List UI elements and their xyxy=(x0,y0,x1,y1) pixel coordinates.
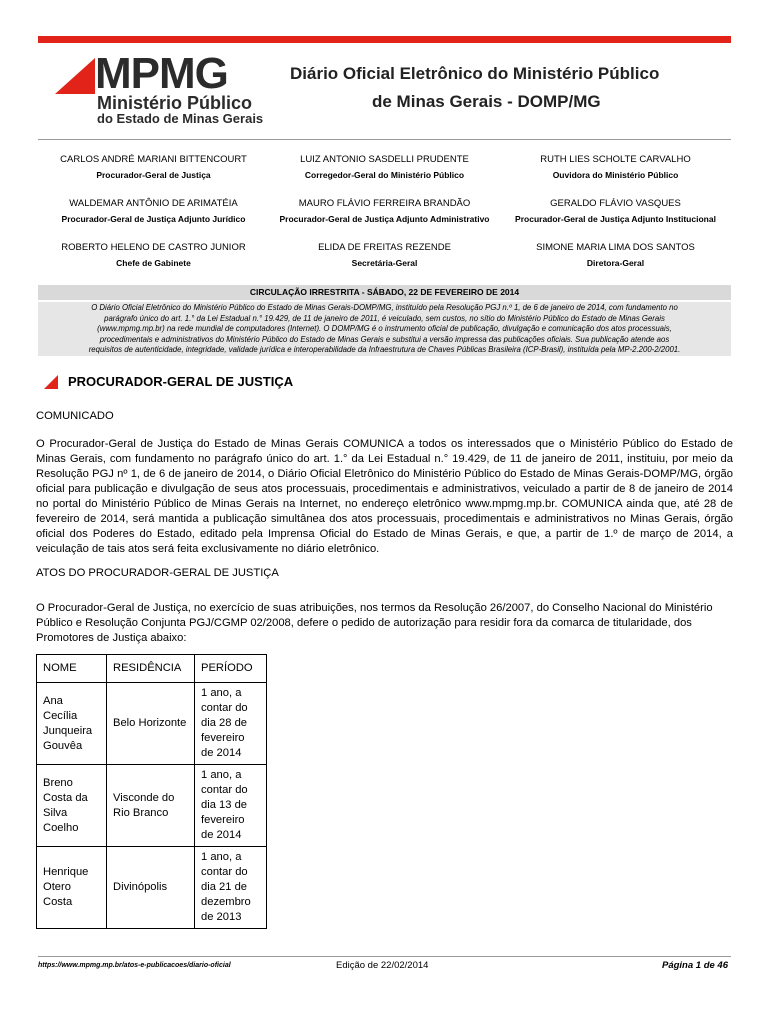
notice-line: procedimentais e administrativos do Ministério Público do Estado de Minas Gerais e substitui a versão impressa das publicações oficiais. Sua publicação atende aos xyxy=(99,334,670,344)
comunicado-heading: COMUNICADO xyxy=(36,410,114,422)
comunicado-paragraph: O Procurador-Geral de Justiça do Estado de Minas Gerais COMUNICA a todos os interessados que o Ministério Público do Estado de Minas Gerais, com fundamento no parágrafo único do art. 1.° da Lei Estadual n.° 19.429, de 11 de janeiro de 2011, instituiu, por meio da Resolução PGJ nº 1, de 6 de janeiro de 2014, o Diário Oficial Eletrônico do Ministério Público do Estado de Minas Gerais-DOMP/MG, órgão oficial para publicação e divulgação de seus atos processuais, procedimentais e administrativos, veiculado a partir de 8 de janeiro de 2014 no portal do Ministério Público de Minas Gerais na Internet, no endereço eletrônico www.mpmg.mp.br. COMUNICA ainda que, até 28 de fevereiro de 2014, será mantida a publicação simultânea dos atos processuais, procedimentais e administrativos no Minas Gerais, órgão oficial dos Poderes do Estado, editado pela Imprensa Oficial do Estado de Minas Gerais, e que, a partir de 1.º de março de 2014, a veiculação de tais atos será feita exclusivamente no diário eletrônico. xyxy=(36,438,733,555)
official-role: Procurador-Geral de Justiça xyxy=(96,170,211,180)
notice-line: (www.mpmg.mp.br) na rede mundial de computadores (Internet). O DOMP/MG é o instrumento oficial de publicação, divulgação e comunicação dos atos processuais, xyxy=(97,324,672,334)
logo-wordmark: MPMG xyxy=(95,49,228,98)
header-divider xyxy=(38,139,731,140)
column-header: RESIDÊNCIA xyxy=(107,655,195,683)
column-header: NOME xyxy=(37,655,107,683)
official-name: GERALDO FLÁVIO VASQUES xyxy=(550,198,681,209)
official-name: SIMONE MARIA LIMA DOS SANTOS xyxy=(536,242,695,253)
official-name: WALDEMAR ANTÔNIO DE ARIMATÉIA xyxy=(69,198,238,209)
logo-triangle-icon xyxy=(55,58,95,94)
table-header-row xyxy=(37,655,267,683)
logo-subtitle: Ministério Público xyxy=(97,93,253,113)
legal-notice xyxy=(38,302,731,356)
table-cell: Belo Horizonte xyxy=(107,683,195,765)
official-role: Procurador-Geral de Justiça Adjunto Jurídico xyxy=(61,214,246,224)
officials-row xyxy=(38,242,731,286)
official-role: Diretora-Geral xyxy=(586,258,645,268)
section-triangle-icon xyxy=(44,375,62,389)
table-cell: 1 ano, a contar do dia 28 de fevereiro de 2014 xyxy=(195,683,267,765)
official-name: ROBERTO HELENO DE CASTRO JUNIOR xyxy=(61,242,246,253)
footer-url-link[interactable]: https://www.mpmg.mp.br/atos-e-publicacoes/diario-oficial xyxy=(38,962,231,969)
logo-subtitle-2: do Estado de Minas Gerais xyxy=(97,111,264,126)
official xyxy=(269,242,500,286)
official-name: RUTH LIES SCHOLTE CARVALHO xyxy=(540,154,691,165)
table-cell: Breno Costa da Silva Coelho xyxy=(37,765,107,847)
promotores-table xyxy=(36,654,267,929)
section-title: PROCURADOR-GERAL DE JUSTIÇA xyxy=(68,374,294,389)
officials-row xyxy=(38,154,731,198)
mpmg-logo xyxy=(55,49,265,132)
notice-line: requisitos de autenticidade, integridade, validade jurídica e interoperabilidade da Infraestrutura de Chaves Públicas Brasileira (ICP-Brasil), instituída pela MP-2.200-2/2001. xyxy=(88,345,681,355)
table-cell: 1 ano, a contar do dia 13 de fevereiro de 2014 xyxy=(195,765,267,847)
official xyxy=(269,198,500,242)
officials-grid xyxy=(38,154,731,286)
journal-title-2: de Minas Gerais - DOMP/MG xyxy=(372,92,601,111)
official-role: Procurador-Geral de Justiça Adjunto Institucional xyxy=(515,214,716,224)
official xyxy=(38,198,269,242)
table-cell: 1 ano, a contar do dia 21 de dezembro de 2013 xyxy=(195,847,267,929)
notice-line: parágrafo único do art. 1.° da Lei Estadual n.° 19.429, de 11 de janeiro de 2011, é veiculado, sem custos, no sítio do Ministério Público do Estado de Minas Gerais xyxy=(104,313,665,323)
official-role: Ouvidora do Ministério Público xyxy=(552,170,679,180)
journal-title: Diário Oficial Eletrônico do Ministério Público xyxy=(290,64,660,83)
circulation-banner: CIRCULAÇÃO IRRESTRITA - SÁBADO, 22 DE FEVEREIRO DE 2014 xyxy=(38,285,731,300)
officials-row xyxy=(38,198,731,242)
official-name: MAURO FLÁVIO FERREIRA BRANDÃO xyxy=(298,198,471,209)
table-cell: Visconde do Rio Branco xyxy=(107,765,195,847)
footer-edition: Edição de 22/02/2014 xyxy=(336,960,429,971)
notice-line: O Diário Oficial Eletrônico do Ministério Público do Estado de Minas Gerais-DOMP/MG, instituído pela Resolução PGJ n.º 1, de 6 de janeiro de 2014, com fundamento no xyxy=(91,303,678,312)
official xyxy=(500,154,731,198)
footer-divider xyxy=(38,956,731,957)
official xyxy=(38,242,269,286)
table-row xyxy=(37,765,267,847)
official-name: CARLOS ANDRÉ MARIANI BITTENCOURT xyxy=(60,154,247,165)
official xyxy=(38,154,269,198)
table-cell: Ana Cecília Junqueira Gouvêa xyxy=(37,683,107,765)
official xyxy=(269,154,500,198)
footer-page-number: Página 1 de 46 xyxy=(662,960,729,971)
official-role: Corregedor-Geral do Ministério Público xyxy=(304,170,465,180)
top-red-bar xyxy=(38,36,731,43)
official-role: Secretária-Geral xyxy=(351,258,418,268)
table-row xyxy=(37,847,267,929)
official-name: LUIZ ANTONIO SASDELLI PRUDENTE xyxy=(300,154,469,165)
official-role: Procurador-Geral de Justiça Adjunto Administrativo xyxy=(279,214,490,224)
table-cell: Divinópolis xyxy=(107,847,195,929)
official xyxy=(500,198,731,242)
atos-paragraph: O Procurador-Geral de Justiça, no exercício de suas atribuições, nos termos da Resolução 26/2007, do Conselho Nacional do Ministério Público e Resolução Conjunta PGJ/CGMP 02/2008, defere o pedido de autorização para residir fora da comarca de titularidade, dos Promotores de Justiça abaixo: xyxy=(36,602,713,644)
atos-heading: ATOS DO PROCURADOR-GERAL DE JUSTIÇA xyxy=(36,567,279,579)
official xyxy=(500,242,731,286)
column-header: PERÍODO xyxy=(195,655,267,683)
official-role: Chefe de Gabinete xyxy=(116,258,191,268)
table-row xyxy=(37,683,267,765)
table-cell: Henrique Otero Costa xyxy=(37,847,107,929)
official-name: ELIDA DE FREITAS REZENDE xyxy=(318,242,451,253)
